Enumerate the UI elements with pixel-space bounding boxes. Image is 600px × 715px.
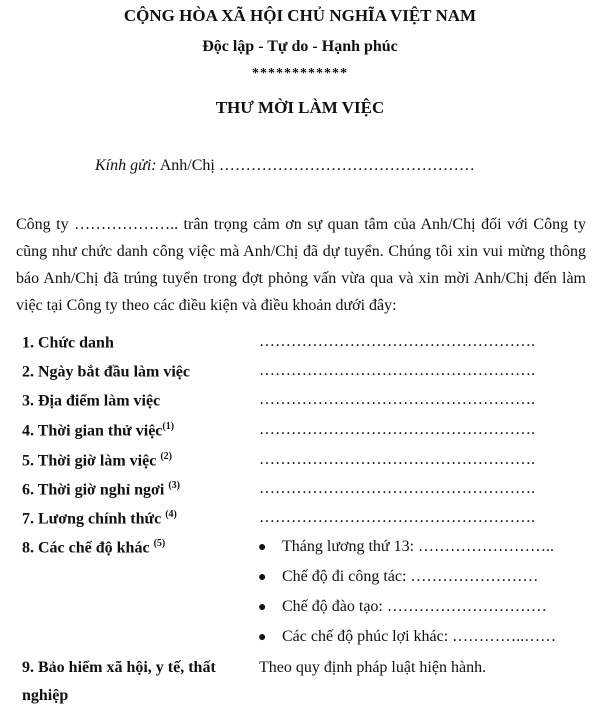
item-6-value: ……………………………………………. bbox=[259, 480, 535, 497]
document-title: THƯ MỜI LÀM VIỆC bbox=[215, 98, 385, 117]
item-9-label-line1: 9. Bảo hiểm xã hội, y tế, thất bbox=[22, 659, 216, 676]
bullet-icon: ● bbox=[258, 630, 267, 645]
item-2-value: ……………………………………………. bbox=[259, 362, 535, 379]
item-8-bullet-2: Chế độ đi công tác: …………………… bbox=[282, 568, 539, 585]
item-8-label: 8. Các chế độ khác $^{(5)}$ bbox=[22, 538, 166, 557]
item-3-value: ……………………………………………. bbox=[259, 391, 535, 408]
item-9-value: Theo quy định pháp luật hiện hành. bbox=[259, 659, 487, 676]
greeting-line bbox=[95, 157, 475, 175]
item-8-bullet-4: Các chế độ phúc lợi khác: …………..…… bbox=[282, 628, 557, 645]
separator-stars: ************ bbox=[252, 66, 348, 81]
item-8-bullet-3: Chế độ đào tạo: ………………………… bbox=[282, 598, 547, 615]
item-6-label: 6. Thời giờ nghỉ ngơi $^{(3)}$ bbox=[22, 480, 181, 499]
item-9-label-line2: nghiệp bbox=[22, 687, 69, 704]
greeting-value: Anh/Chị ………………………………………… bbox=[156, 157, 475, 174]
country-name: CỘNG HÒA XÃ HỘI CHỦ NGHĨA VIỆT NAM bbox=[123, 6, 477, 25]
footnote-marker: (3) bbox=[168, 480, 181, 491]
footnote-marker: (4) bbox=[165, 509, 177, 520]
item-2-label: 2. Ngày bắt đầu làm việc bbox=[22, 363, 190, 381]
bullet-icon: ● bbox=[258, 540, 267, 555]
item-3-label: 3. Địa điểm làm việc bbox=[22, 392, 161, 410]
footnote-marker: (2) bbox=[160, 451, 172, 462]
item-1-label: 1. Chức danh bbox=[22, 334, 114, 352]
bullet-icon: ● bbox=[258, 600, 267, 615]
item-7-label: 7. Lương chính thức $^{(4)}$ bbox=[22, 509, 177, 528]
item-5-value: ……………………………………………. bbox=[259, 451, 535, 468]
item-1-value: ……………………………………………. bbox=[259, 333, 535, 350]
footnote-marker: (1) bbox=[162, 421, 175, 432]
intro-paragraph: Công ty ……………….. trân trọng cảm ơn sự quan tâm của Anh/Chị đối với Công ty cũng như chức danh công việc mà Anh/Chị đã dự tuyển. Chúng tôi xin vui mừng thông báo Anh/Chị đã trúng tuyển trong đợt phỏng vấn vừa qua và xin mời Anh/Chị đến làm việc tại Công ty theo các điều kiện và điều khoản dưới đây: bbox=[16, 216, 586, 314]
item-4-value: ……………………………………………. bbox=[259, 421, 535, 438]
footnote-marker: (5) bbox=[153, 538, 166, 549]
item-7-value: ……………………………………………. bbox=[259, 509, 535, 526]
item-5-label: 5. Thời giờ làm việc $^{(2)}$ bbox=[22, 451, 172, 470]
item-4-label: 4. Thời gian thử việc$^{(1)}$ bbox=[22, 421, 175, 440]
national-motto: Độc lập - Tự do - Hạnh phúc bbox=[202, 38, 398, 55]
greeting-label: Kính gửi: bbox=[95, 157, 157, 174]
bullet-icon: ● bbox=[258, 570, 267, 585]
item-8-bullet-1: Tháng lương thứ 13: …………………….. bbox=[282, 538, 555, 555]
